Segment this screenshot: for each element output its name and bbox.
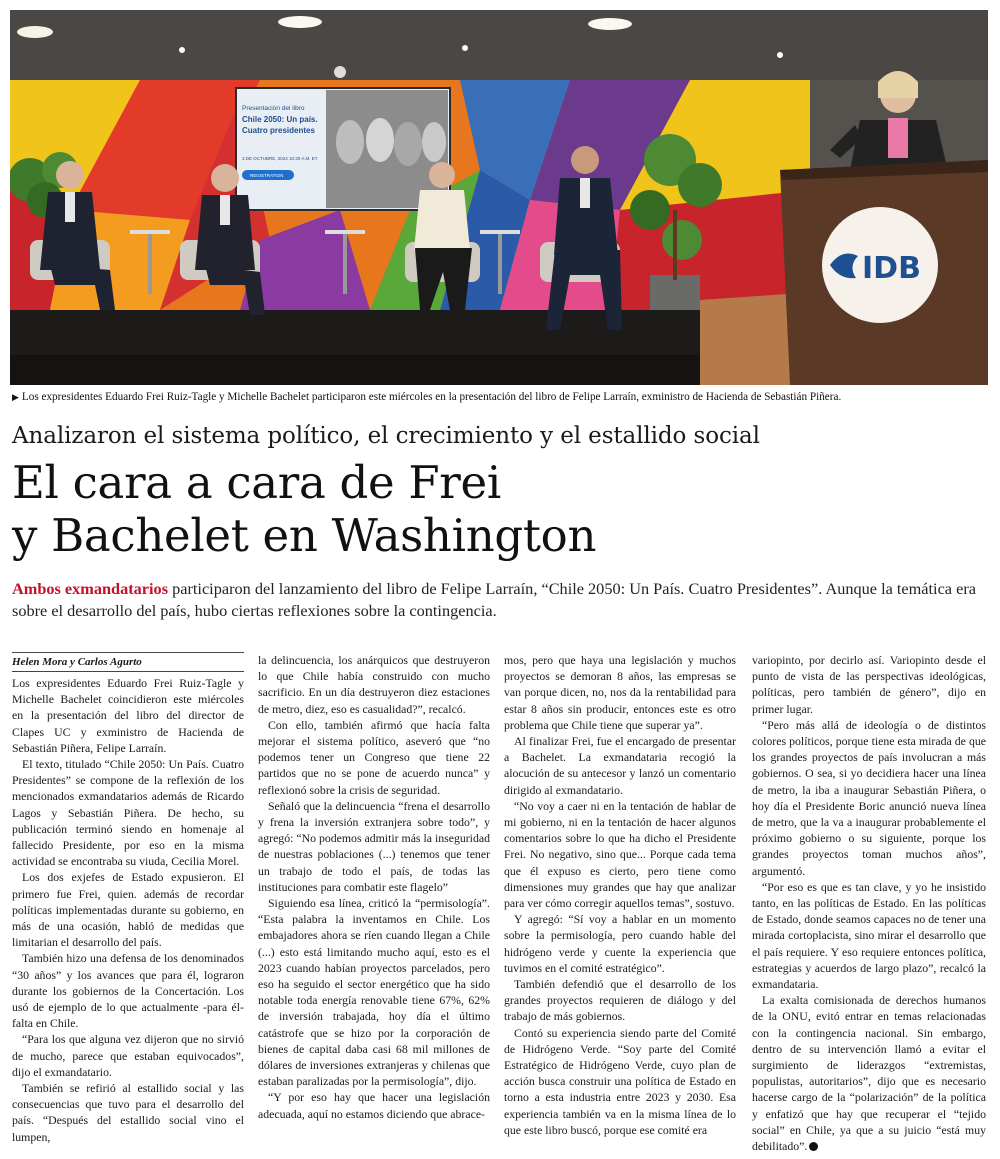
- paragraph: También defendió que el desarrollo de los grandes proyectos requieren de diálogo y del trabajo de más gobiernos.: [504, 977, 736, 1024]
- screen-text: Chile 2050: Un país.: [242, 115, 318, 124]
- caption-triangle-icon: ▶: [12, 392, 19, 402]
- paragraph: la delincuencia, los anárquicos que destruyeron lo que Chile había construido con mucho sacrificio. En un día destruyeron diez estaciones de metro, diez, eso es casualidad?”, recalcó.: [258, 653, 490, 716]
- screen-button-label: REGISTRATION: [250, 173, 284, 178]
- kicker: Analizaron el sistema político, el crecimiento y el estallido social: [12, 423, 760, 449]
- paragraph: “No voy a caer ni en la tentación de hablar de mi gobierno, ni en la tentación de hacer algunos comentarios sobre lo que ha dicho el Presidente Frei. No negativo, sino que... Porque cada tema que él expuso es cierto, pero tiene como dimensiones muy grandes que hay que analizar para ver cómo corregir aquellos temas”, sostuvo.: [504, 798, 736, 911]
- ceiling-light: [17, 26, 53, 38]
- stage-front: [10, 355, 700, 385]
- paragraph: También se refirió al estallido social y las consecuencias que tuvo para el desarrollo del país. “Después del estallido social vino el lumpen,: [12, 1081, 244, 1144]
- headline-line-1: El cara a cara de Frei: [12, 456, 501, 509]
- paragraph: Señaló que la delincuencia “frena el desarrollo y frena la inversión extranjera sobre todo”, y agregó: “No podemos admitir más la inseguridad de nuestras poblaciones (...) tenemos que tener un trabajo de todo el país, de todas las instituciones para combatir este flagelo”: [258, 798, 490, 894]
- article-column-3: [504, 652, 736, 1138]
- paragraph: Los dos exjefes de Estado expusieron. El primero fue Frei, quien. además de recordar políticas implementadas durante su gobierno, en más de una ocasión, habló de medidas que limitarian el desarrollo del país.: [12, 870, 244, 950]
- event-photo-illustration: [10, 10, 988, 385]
- paragraph: “Pero más allá de ideología o de distintos colores políticos, porque tiene esta mirada de que los grandes proyectos de país involucran a más gobiernos. O sea, si yo decidiera hacer una línea de metro, la iba a inaugurar Sebastián Piñera, o hoy día el Presidente Boric anunció nueva línea de metro, que la va a inaugurar probablemente el próximo gobierno o su siguiente, porque los grandes proyectos toman muchos años”, argumentó.: [752, 717, 986, 878]
- ceiling-light: [588, 18, 632, 30]
- side-table: [325, 230, 365, 234]
- byline-box: [12, 652, 244, 672]
- screen-text: Presentación del libro: [242, 105, 305, 112]
- byline: Helen Mora y Carlos Agurto: [12, 656, 142, 668]
- ceiling-light: [179, 47, 185, 53]
- paragraph: También hizo una defensa de los denominados “30 años” y los avances que para él, lograron durante los gobiernos de la Concertación. Los usó de ejemplo de lo que actualmente -para él- falta en Chile.: [12, 951, 244, 1031]
- lede-text: participaron del lanzamiento del libro de Felipe Larraín, “Chile 2050: Un País. Cuatro Presidentes”. Aunque la temática era sobre el desarrollo del país, hubo ciertas reflexiones sobre la contingencia.: [12, 579, 976, 620]
- ceiling-light: [278, 16, 322, 28]
- ceiling-light: [777, 52, 783, 58]
- screen-text: Cuatro presidentes: [242, 126, 315, 135]
- article-column-1: [12, 652, 244, 1145]
- screen-date: 3 DE OCTUBRE, 2024 10:30 A.M. ET: [242, 156, 318, 161]
- projection-screen: [236, 88, 450, 210]
- podium-logo-text: IDB: [862, 251, 921, 286]
- article-column-4: [752, 652, 986, 1154]
- headline: [12, 456, 988, 562]
- ceiling-light: [462, 45, 468, 51]
- security-camera: [334, 66, 346, 78]
- lede: [12, 578, 988, 622]
- paragraph: mos, pero que haya una legislación y muchos proyectos se demoran 8 años, las empresas se van porque dicen, no, nos da la rentabilidad para estar 8 años sin producir, entonces este es otro problema que Chile tiene que superar ya”.: [504, 653, 736, 732]
- photo-caption: [12, 390, 988, 404]
- photo-caption-text: Los expresidentes Eduardo Frei Ruiz-Tagle y Michelle Bachelet participaron este miércoles en la presentación del libro de Felipe Larraín, exministro de Hacienda de Sebastián Piñera.: [21, 391, 842, 403]
- paragraph: Con ello, también afirmó que hacía falta mejorar el sistema político, aseveró que “no podemos tener un Congreso que tiene 22 partidos que no se pone de acuerdo nunca” y reflexionó sobre la crisis de seguridad.: [258, 717, 490, 797]
- podium: [780, 160, 988, 385]
- side-table: [343, 234, 347, 294]
- side-table: [130, 230, 170, 234]
- end-of-article-icon: [809, 1142, 818, 1151]
- article-column-2: [258, 652, 490, 1122]
- paragraph: “Y por eso hay que hacer una legislación adecuada, aquí no estamos diciendo que abrace-: [258, 1090, 490, 1121]
- paragraph: Contó su experiencia siendo parte del Comité de Hidrógeno Verde. “Soy parte del Comité Estratégico de Hidrógeno Verde, cuyo plan de acción busca construir una política de Estado en torno a esta industria entre 2023 y 2030. Esa experiencia también va en la misma línea de lo que este libro buscó, porque ese comité era: [504, 1025, 736, 1137]
- side-table: [148, 234, 152, 294]
- paragraph: Y agregó: “Sí voy a hablar en un momento sobre la permisología, pero cuando hable del hidrógeno verde y cuente la experiencia que tuvimos en el comité estratégico”.: [504, 912, 736, 975]
- headline-line-2: y Bachelet en Washington: [12, 509, 597, 562]
- paragraph: Los expresidentes Eduardo Frei Ruiz-Tagle y Michelle Bachelet coincidieron este miércoles en la presentación del libro del director de Clapes UC y exministro de Hacienda de Sebastián Piñera, Felipe Larraín.: [12, 676, 244, 755]
- paragraph: [752, 992, 986, 1154]
- paragraph: “Para los que alguna vez dijeron que no sirvió de mucho, parece que estaban equivocados”, dijo el exmandatario.: [12, 1032, 244, 1079]
- ceiling: [10, 10, 988, 80]
- side-table: [498, 234, 502, 294]
- side-table: [480, 230, 520, 234]
- paragraph: “Por eso es que es tan clave, y yo he insistido tanto, en las políticas de Estado. En las políticas de Estado, donde seamos capaces no de tener una mirada cortoplacista, sino mirar el desarrollo que el país requiere. Y eso requiere entonces política, estrategias y acuerdos de largo plazo”, recalcó la exmandataria.: [752, 879, 986, 992]
- lede-lead: Ambos exmandatarios: [12, 579, 169, 598]
- paragraph: variopinto, por decirlo así. Variopinto desde el punto de vista de las perspectivas ideológicas, políticas, pero también de género”, dijo en primer lugar.: [752, 653, 986, 716]
- article-photo: [10, 10, 988, 385]
- paragraph: El texto, titulado “Chile 2050: Un País. Cuatro Presidentes” se compone de la reflexión de los mencionados exmandatarios además de Ricardo Lagos y Sebastián Piñera. De hecho, su publicación terminó siendo en homenaje al fallecido Presidente, por eso en la misma actividad se encontraba su viuda, Cecilia Morel.: [12, 757, 244, 869]
- paragraph: Siguiendo esa línea, criticó la “permisología”. “Esta palabra la inventamos en Chile. Los embajadores ahora se ríen cuando llegan a Chile (...) esto está limitando mucho aquí, esto es el 2023 cuando habían proyectos parcelados, pero eso ha seguido el sector energético que ha sido notable toda energía renovable tiene 67%, 62% de inversión trabajada, hoy día el último catástrofe que se hizo por la corporación de bienes de capital daba casi 68 mil millones de dólares de inversiones extranjeras y chilenas que estaban paralizadas por la permisología”, dijo.: [258, 896, 490, 1089]
- paragraph: Al finalizar Frei, fue el encargado de presentar a Bachelet. La exmandataria recogió la alocución de su antecesor y lanzó un comentario dirigido al exmandatario.: [504, 734, 736, 797]
- paragraph-text: La exalta comisionada de derechos humanos de la ONU, evitó entrar en temas relacionadas con la contingencia nacional. Sin embargo, dentro de su intervención llamó a evitar el surgimiento de liderazgos “extremistas, populistas, autoritarios”, dijo que es necesario hacerse cargo de la “polarización” de la política y enfatizó que hay que recuperar el “tejido social” en Chile, ya que a su juicio “está muy debilitado”.: [752, 993, 986, 1154]
